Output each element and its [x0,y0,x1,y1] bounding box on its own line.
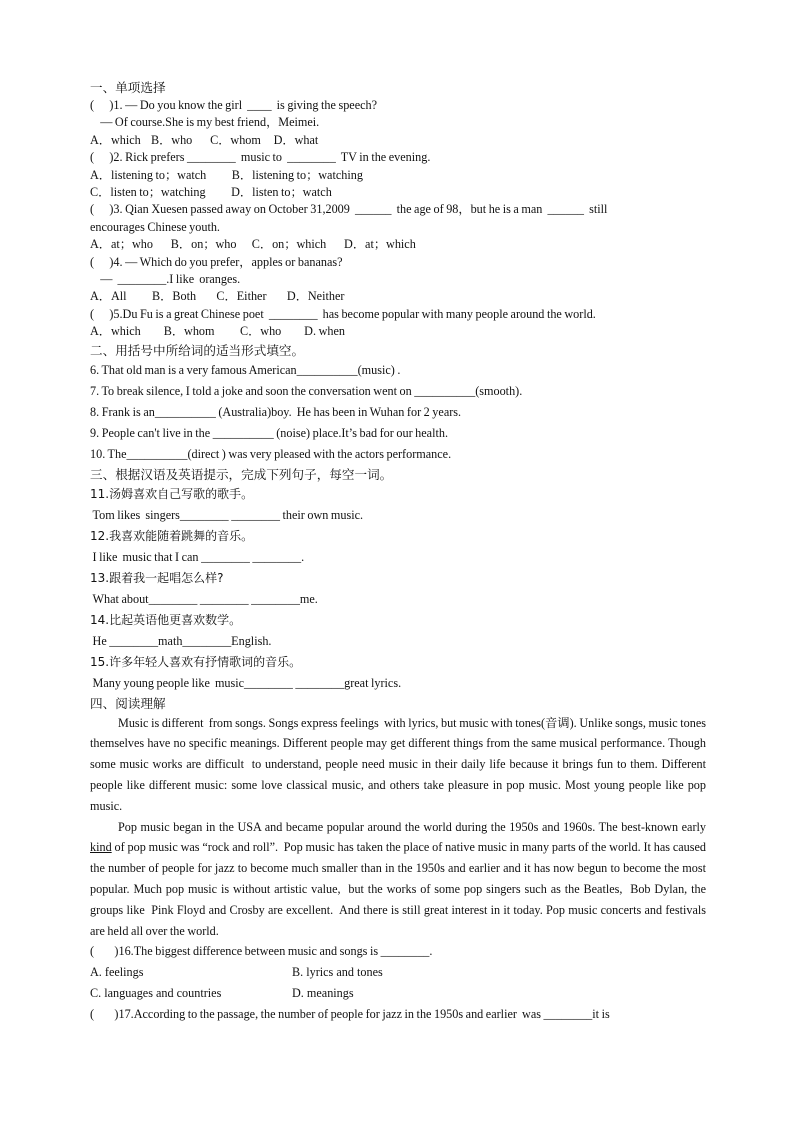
q12-english: I like music that I can ________ ________. [90,549,305,564]
q12-chinese: 12.我喜欢能随着跳舞的音乐。 [90,528,254,543]
q14-english: He ________math________English. [90,633,272,648]
paragraph-2-rest: of pop music was “rock and roll”. Pop music has taken the place of native music in many parts of the world. It has caused the number of people for jazz to become much smaller than in the 1950s and earlier and it has now begun to become the most popular. Much pop music is without artistic value, but the works of some pop singers such as the Beatles, Bob Dylan, the groups like Pink Floyd and Crosby are excellent. And there is still great interest in it today. Pop music concerts and festivals are held all over the world. [90,840,709,938]
q6-line: 6. That old man is a very famous American__________(music) . [90,362,401,377]
q11-english: Tom likes singers________ ________ their own music. [90,507,364,522]
q5-line: ( )5.Du Fu is a great Chinese poet ________ has become popular with many people around the world. [90,306,596,321]
q10-line: 10. The__________(direct ) was very pleased with the actors performance. [90,446,452,461]
section4-title: 四、阅读理解 [90,695,166,711]
q13-chinese: 13.跟着我一起唱怎么样? [90,570,224,585]
q9-line: 9. People can't live in the __________ (noise) place.It’s bad for our health. [90,425,448,440]
q3-line-cont: encourages Chinese youth. [90,219,220,234]
paragraph-2-start: Pop music began in the USA and became popular around the world during the 1950s and 1960s. The best-known early [118,819,709,834]
q1-line: ( )1. — Do you know the girl ____ is giving the speech? [90,98,378,112]
q1-options: A．which B．who C．whom D．what [90,132,319,147]
q8-line: 8. Frank is an__________ (Australia)boy. He has been in Wuhan for 2 years. [90,404,462,419]
q16-option-d: D. meanings [292,986,354,1001]
q17-line: ( )17.According to the passage, the number of people for jazz in the 1950s and earlier was ________it is [90,1006,610,1021]
q11-chinese: 11.汤姆喜欢自己写歌的歌手。 [90,486,254,501]
q16-option-a: A. feelings [90,965,144,980]
q13-english: What about________ ________ ________me. [90,591,318,606]
passage-paragraph-1: Music is different from songs. Songs express feelings with lyrics, but music with tones(音调). Unlike songs, music tones themselves have no specific meanings. Different people may get different things from the same musical performance. Though some music works are difficult to understand, people need music in their daily life because it brings fun to them. Different people like different music: some love classical music, and others take pleasure in pop music. Most young people like pop music. [90,715,709,813]
q4-options: A．All B．Both C．Either D．Neither [90,289,345,304]
q4-line: ( )4. — Which do you prefer，apples or bananas? [90,254,343,269]
q7-line: 7. To break silence, I told a joke and soon the conversation went on __________(smooth). [90,383,523,398]
q16-options-row-1 [90,962,706,983]
reading-passage [90,713,709,1025]
worksheet-page [90,78,709,1025]
q14-chinese: 14.比起英语他更喜欢数学。 [90,612,242,627]
section3-title: 三、根据汉语及英语提示，完成下列句子，每空一词。 [90,466,393,482]
q2-line: ( )2. Rick prefers ________ music to ________ TV in the evening. [90,150,431,165]
q16-options-row-2 [90,983,706,1004]
q2-options-cd: C．listen to；watching D．listen to；watch [90,185,332,200]
q16-option-b: B. lyrics and tones [292,965,383,980]
q1-answer-line: — Of course.She is my best friend，Meimei. [90,115,320,130]
q2-options-ab: A．listening to；watch B．listening to；watching [90,167,363,182]
q15-english: Many young people like music________ ________great lyrics. [90,675,402,690]
q16-option-c: C. languages and countries [90,986,222,1001]
section1-title: 一、单项选择 [90,80,166,95]
q3-options: A．at；who B．on；who C．on；which D．at；which [90,237,416,252]
q15-chinese: 15.许多年轻人喜欢有抒情歌词的音乐。 [90,654,302,669]
q3-line: ( )3. Qian Xuesen passed away on October 31,2009 ______ the age of 98，but he is a man ______ still [90,202,608,217]
q4-answer-line: — ________.I like oranges. [90,272,241,287]
q5-options: A．which B．whom C．who D. when [90,324,345,339]
section2-title: 二、用括号中所给词的适当形式填空。 [90,342,305,358]
passage-paragraph-2 [90,817,709,942]
q16-line: ( )16.The biggest difference between music and songs is ________. [90,944,433,959]
underlined-word-kind: kind [90,840,112,855]
